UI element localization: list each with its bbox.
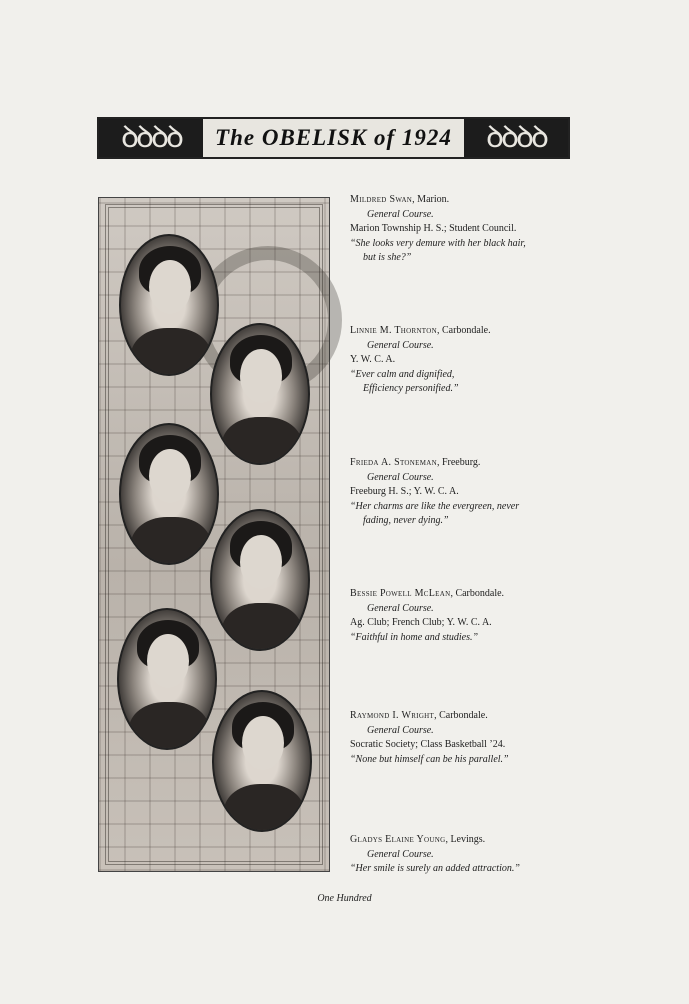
ornament-right: ꝺꝺꝺꝺ bbox=[464, 119, 568, 157]
student-town: , Marion. bbox=[412, 194, 450, 205]
student-entry bbox=[350, 587, 580, 645]
student-course: General Course. bbox=[367, 339, 434, 351]
student-entry bbox=[350, 709, 580, 767]
student-activities: Y. W. C. A. bbox=[350, 354, 396, 365]
student-activities: Socratic Society; Class Basketball ’24. bbox=[350, 739, 506, 750]
student-name: Gladys Elaine Young bbox=[350, 834, 446, 845]
student-town: , Carbondale. bbox=[450, 588, 505, 599]
student-entry bbox=[350, 833, 580, 877]
student-town: , Freeburg. bbox=[436, 457, 481, 468]
student-quote-cont: but is she?” bbox=[363, 252, 412, 263]
student-course: General Course. bbox=[367, 471, 434, 483]
portrait-linnie-thornton bbox=[210, 323, 310, 465]
portrait-frieda-stoneman bbox=[119, 423, 219, 565]
page-number: One Hundred bbox=[317, 893, 372, 904]
student-name: Mildred Swan bbox=[350, 194, 413, 205]
student-course: General Course. bbox=[367, 848, 434, 860]
portrait-gladys-young bbox=[212, 690, 312, 832]
student-quote: “None but himself can be his parallel.” bbox=[350, 753, 509, 765]
student-activities: Marion Township H. S.; Student Council. bbox=[350, 223, 517, 234]
student-activities: Freeburg H. S.; Y. W. C. A. bbox=[350, 486, 459, 497]
student-course: General Course. bbox=[367, 208, 434, 220]
student-town: , Levings. bbox=[445, 834, 486, 845]
portrait-bessie-mclean bbox=[210, 509, 310, 651]
yearbook-banner bbox=[97, 117, 570, 159]
student-quote: “Ever calm and dignified, bbox=[350, 368, 455, 380]
student-quote: “Faithful in home and studies.” bbox=[350, 631, 479, 643]
student-entry bbox=[350, 324, 580, 397]
student-town: , Carbondale. bbox=[436, 325, 491, 336]
student-quote-cont: fading, never dying.” bbox=[363, 515, 449, 526]
student-entry bbox=[350, 456, 580, 529]
student-entry bbox=[350, 193, 580, 266]
student-course: General Course. bbox=[367, 724, 434, 736]
portrait-mildred-swan bbox=[119, 234, 219, 376]
portrait-raymond-wright bbox=[117, 608, 217, 750]
student-quote-cont: Efficiency personified.” bbox=[363, 383, 459, 394]
student-quote: “Her smile is surely an added attraction.” bbox=[350, 863, 520, 874]
student-activities: Ag. Club; French Club; Y. W. C. A. bbox=[350, 617, 492, 628]
ornament-left: ꝺꝺꝺꝺ bbox=[99, 119, 203, 157]
student-name: Frieda A. Stoneman bbox=[350, 457, 437, 468]
photo-panel bbox=[98, 197, 330, 872]
student-quote: “Her charms are like the evergreen, never bbox=[350, 500, 520, 512]
student-name: Raymond I. Wright bbox=[350, 710, 435, 721]
student-town: , Carbondale. bbox=[434, 710, 488, 721]
student-course: General Course. bbox=[367, 602, 434, 614]
student-name: Bessie Powell McLean bbox=[350, 588, 451, 599]
student-name: Linnie M. Thornton bbox=[350, 325, 437, 336]
banner-title: The OBELISK of 1924 bbox=[215, 125, 452, 150]
student-quote: “She looks very demure with her black hair, bbox=[350, 237, 526, 249]
